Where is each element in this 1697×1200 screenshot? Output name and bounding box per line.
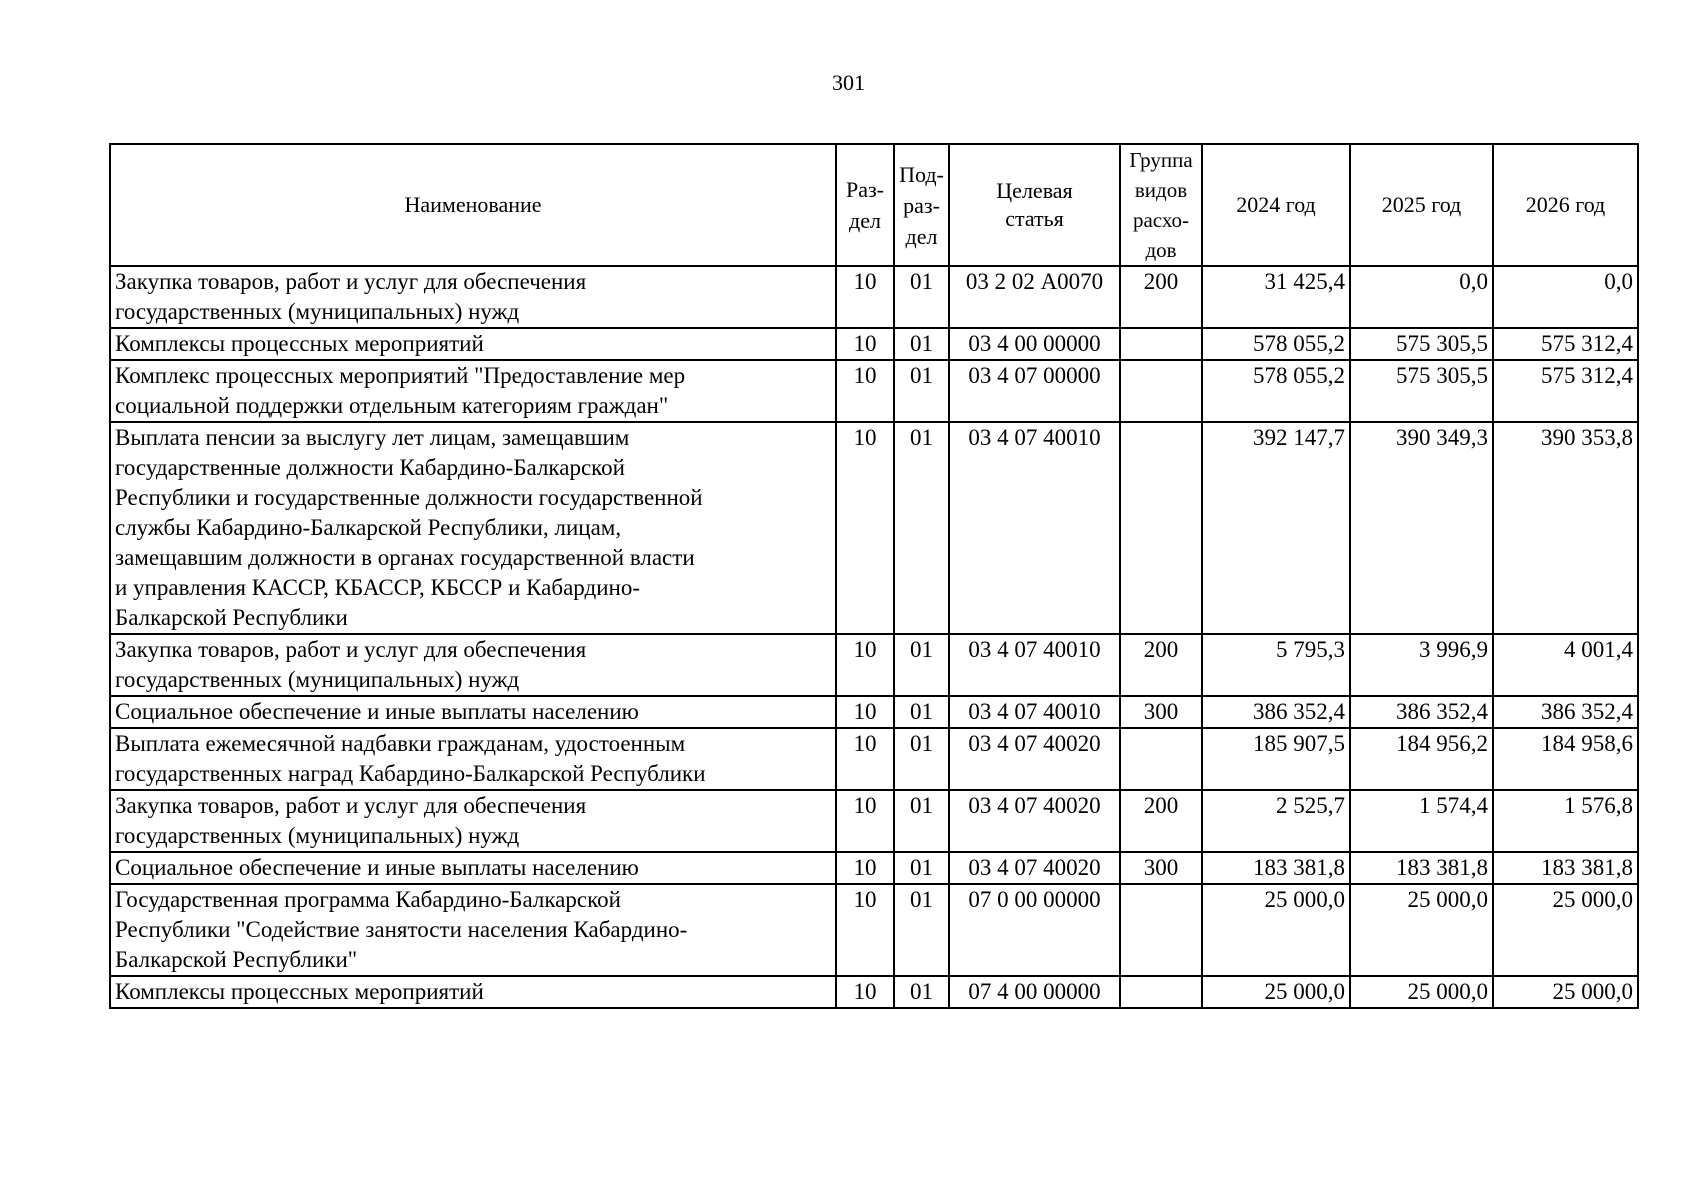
cell-name xyxy=(110,634,836,696)
cell-razdel: 10 xyxy=(836,328,894,360)
cell-name xyxy=(110,328,836,360)
cell-razdel: 10 xyxy=(836,852,894,884)
cell-name-line: Республики и государственные должности государственной xyxy=(115,485,703,510)
cell-expense-group: 300 xyxy=(1120,852,1202,884)
cell-razdel: 10 xyxy=(836,360,894,422)
cell-expense-group xyxy=(1120,884,1202,976)
cell-year-2025: 1 574,4 xyxy=(1350,790,1493,852)
cell-expense-group xyxy=(1120,328,1202,360)
cell-name-line: государственные должности Кабардино-Балкарской xyxy=(115,455,625,480)
cell-target-article: 03 2 02 А0070 xyxy=(949,266,1120,328)
cell-year-2026: 4 001,4 xyxy=(1493,634,1638,696)
cell-name-line: службы Кабардино-Балкарской Республики, лицам, xyxy=(115,515,622,540)
cell-name-line: и управления КАССР, КБАССР, КБССР и Кабардино- xyxy=(115,575,640,600)
cell-podrazdel: 01 xyxy=(894,696,949,728)
cell-name-line: государственных (муниципальных) нужд xyxy=(115,667,520,692)
table-row xyxy=(110,976,1638,1008)
cell-razdel: 10 xyxy=(836,884,894,976)
cell-year-2025: 183 381,8 xyxy=(1350,852,1493,884)
cell-podrazdel: 01 xyxy=(894,728,949,790)
cell-name-line: Выплата ежемесячной надбавки гражданам, удостоенным xyxy=(115,731,686,756)
cell-expense-group: 200 xyxy=(1120,634,1202,696)
cell-podrazdel: 01 xyxy=(894,328,949,360)
cell-name-line: Комплекс процессных мероприятий "Предоставление мер xyxy=(115,363,686,388)
cell-name-line: замещавшим должности в органах государственной власти xyxy=(115,545,695,570)
cell-target-article: 03 4 07 40020 xyxy=(949,728,1120,790)
cell-target-article: 03 4 07 00000 xyxy=(949,360,1120,422)
cell-name-line: Балкарской Республики xyxy=(115,605,348,630)
table-row xyxy=(110,728,1638,790)
cell-podrazdel: 01 xyxy=(894,422,949,634)
cell-target-article: 07 4 00 00000 xyxy=(949,976,1120,1008)
header-expense-group: Группа видов расхо- дов xyxy=(1120,144,1202,266)
cell-name-line: Балкарской Республики" xyxy=(115,947,358,972)
header-podrazdel: Под- раз- дел xyxy=(894,144,949,266)
table-row xyxy=(110,696,1638,728)
cell-razdel: 10 xyxy=(836,634,894,696)
table-row xyxy=(110,790,1638,852)
cell-expense-group xyxy=(1120,728,1202,790)
cell-target-article: 03 4 07 40010 xyxy=(949,634,1120,696)
table-row xyxy=(110,852,1638,884)
cell-year-2026: 184 958,6 xyxy=(1493,728,1638,790)
table-row xyxy=(110,634,1638,696)
cell-target-article: 03 4 07 40020 xyxy=(949,852,1120,884)
cell-name-line: Закупка товаров, работ и услуг для обеспечения xyxy=(115,637,587,662)
cell-year-2024: 386 352,4 xyxy=(1202,696,1350,728)
cell-expense-group xyxy=(1120,976,1202,1008)
cell-year-2025: 575 305,5 xyxy=(1350,328,1493,360)
cell-razdel: 10 xyxy=(836,266,894,328)
cell-year-2026: 25 000,0 xyxy=(1493,884,1638,976)
cell-name xyxy=(110,422,836,634)
cell-podrazdel: 01 xyxy=(894,790,949,852)
cell-name-line: государственных (муниципальных) нужд xyxy=(115,299,520,324)
cell-name-line: Государственная программа Кабардино-Балкарской xyxy=(115,887,621,912)
cell-year-2024: 25 000,0 xyxy=(1202,976,1350,1008)
cell-name xyxy=(110,852,836,884)
cell-year-2024: 183 381,8 xyxy=(1202,852,1350,884)
cell-name-line: Комплексы процессных мероприятий xyxy=(115,979,484,1004)
cell-name-line: Республики "Содействие занятости населения Кабардино- xyxy=(115,917,688,942)
header-razdel: Раз- дел xyxy=(836,144,894,266)
cell-year-2025: 390 349,3 xyxy=(1350,422,1493,634)
cell-year-2026: 0,0 xyxy=(1493,266,1638,328)
cell-year-2026: 1 576,8 xyxy=(1493,790,1638,852)
cell-year-2025: 386 352,4 xyxy=(1350,696,1493,728)
cell-name-line: государственных (муниципальных) нужд xyxy=(115,823,520,848)
cell-razdel: 10 xyxy=(836,696,894,728)
cell-name xyxy=(110,790,836,852)
cell-year-2024: 392 147,7 xyxy=(1202,422,1350,634)
cell-target-article: 03 4 00 00000 xyxy=(949,328,1120,360)
table-row xyxy=(110,328,1638,360)
cell-target-article: 03 4 07 40020 xyxy=(949,790,1120,852)
cell-name xyxy=(110,976,836,1008)
cell-year-2026: 390 353,8 xyxy=(1493,422,1638,634)
cell-year-2026: 575 312,4 xyxy=(1493,360,1638,422)
cell-name xyxy=(110,360,836,422)
cell-expense-group xyxy=(1120,422,1202,634)
cell-podrazdel: 01 xyxy=(894,884,949,976)
header-name: Наименование xyxy=(110,144,836,266)
cell-razdel: 10 xyxy=(836,422,894,634)
cell-year-2026: 25 000,0 xyxy=(1493,976,1638,1008)
cell-name xyxy=(110,696,836,728)
cell-name-line: социальной поддержки отдельным категориям граждан" xyxy=(115,393,669,418)
table-row xyxy=(110,884,1638,976)
cell-razdel: 10 xyxy=(836,790,894,852)
cell-expense-group: 300 xyxy=(1120,696,1202,728)
cell-expense-group: 200 xyxy=(1120,790,1202,852)
cell-expense-group: 200 xyxy=(1120,266,1202,328)
cell-target-article: 03 4 07 40010 xyxy=(949,422,1120,634)
cell-name xyxy=(110,884,836,976)
cell-name-line: государственных наград Кабардино-Балкарской Республики xyxy=(115,761,706,786)
cell-name-line: Комплексы процессных мероприятий xyxy=(115,331,484,356)
cell-year-2024: 31 425,4 xyxy=(1202,266,1350,328)
cell-year-2024: 578 055,2 xyxy=(1202,360,1350,422)
cell-year-2024: 2 525,7 xyxy=(1202,790,1350,852)
cell-razdel: 10 xyxy=(836,728,894,790)
cell-year-2025: 0,0 xyxy=(1350,266,1493,328)
cell-podrazdel: 01 xyxy=(894,360,949,422)
table-row xyxy=(110,360,1638,422)
cell-year-2026: 183 381,8 xyxy=(1493,852,1638,884)
header-year-2024: 2024 год xyxy=(1202,144,1350,266)
cell-name xyxy=(110,728,836,790)
cell-name-line: Закупка товаров, работ и услуг для обеспечения xyxy=(115,793,587,818)
cell-year-2025: 25 000,0 xyxy=(1350,976,1493,1008)
cell-name-line: Закупка товаров, работ и услуг для обеспечения xyxy=(115,269,587,294)
header-year-2026: 2026 год xyxy=(1493,144,1638,266)
header-year-2025: 2025 год xyxy=(1350,144,1493,266)
cell-expense-group xyxy=(1120,360,1202,422)
cell-year-2026: 386 352,4 xyxy=(1493,696,1638,728)
cell-year-2025: 575 305,5 xyxy=(1350,360,1493,422)
cell-year-2025: 184 956,2 xyxy=(1350,728,1493,790)
cell-razdel: 10 xyxy=(836,976,894,1008)
cell-year-2026: 575 312,4 xyxy=(1493,328,1638,360)
cell-year-2025: 3 996,9 xyxy=(1350,634,1493,696)
header-target-article: Целевая статья xyxy=(949,144,1120,266)
cell-podrazdel: 01 xyxy=(894,634,949,696)
cell-year-2024: 578 055,2 xyxy=(1202,328,1350,360)
cell-target-article: 03 4 07 40010 xyxy=(949,696,1120,728)
cell-name-line: Социальное обеспечение и иные выплаты населению xyxy=(115,855,639,880)
page-number: 301 xyxy=(832,70,865,95)
cell-year-2024: 5 795,3 xyxy=(1202,634,1350,696)
budget-table xyxy=(109,143,1639,1009)
cell-name xyxy=(110,266,836,328)
cell-target-article: 07 0 00 00000 xyxy=(949,884,1120,976)
cell-year-2024: 25 000,0 xyxy=(1202,884,1350,976)
cell-name-line: Социальное обеспечение и иные выплаты населению xyxy=(115,699,639,724)
cell-podrazdel: 01 xyxy=(894,976,949,1008)
table-row xyxy=(110,266,1638,328)
cell-name-line: Выплата пенсии за выслугу лет лицам, замещавшим xyxy=(115,425,630,450)
table-body xyxy=(110,266,1638,1008)
cell-podrazdel: 01 xyxy=(894,852,949,884)
cell-year-2025: 25 000,0 xyxy=(1350,884,1493,976)
cell-year-2024: 185 907,5 xyxy=(1202,728,1350,790)
table-header-row xyxy=(110,144,1638,266)
table-row xyxy=(110,422,1638,634)
cell-podrazdel: 01 xyxy=(894,266,949,328)
